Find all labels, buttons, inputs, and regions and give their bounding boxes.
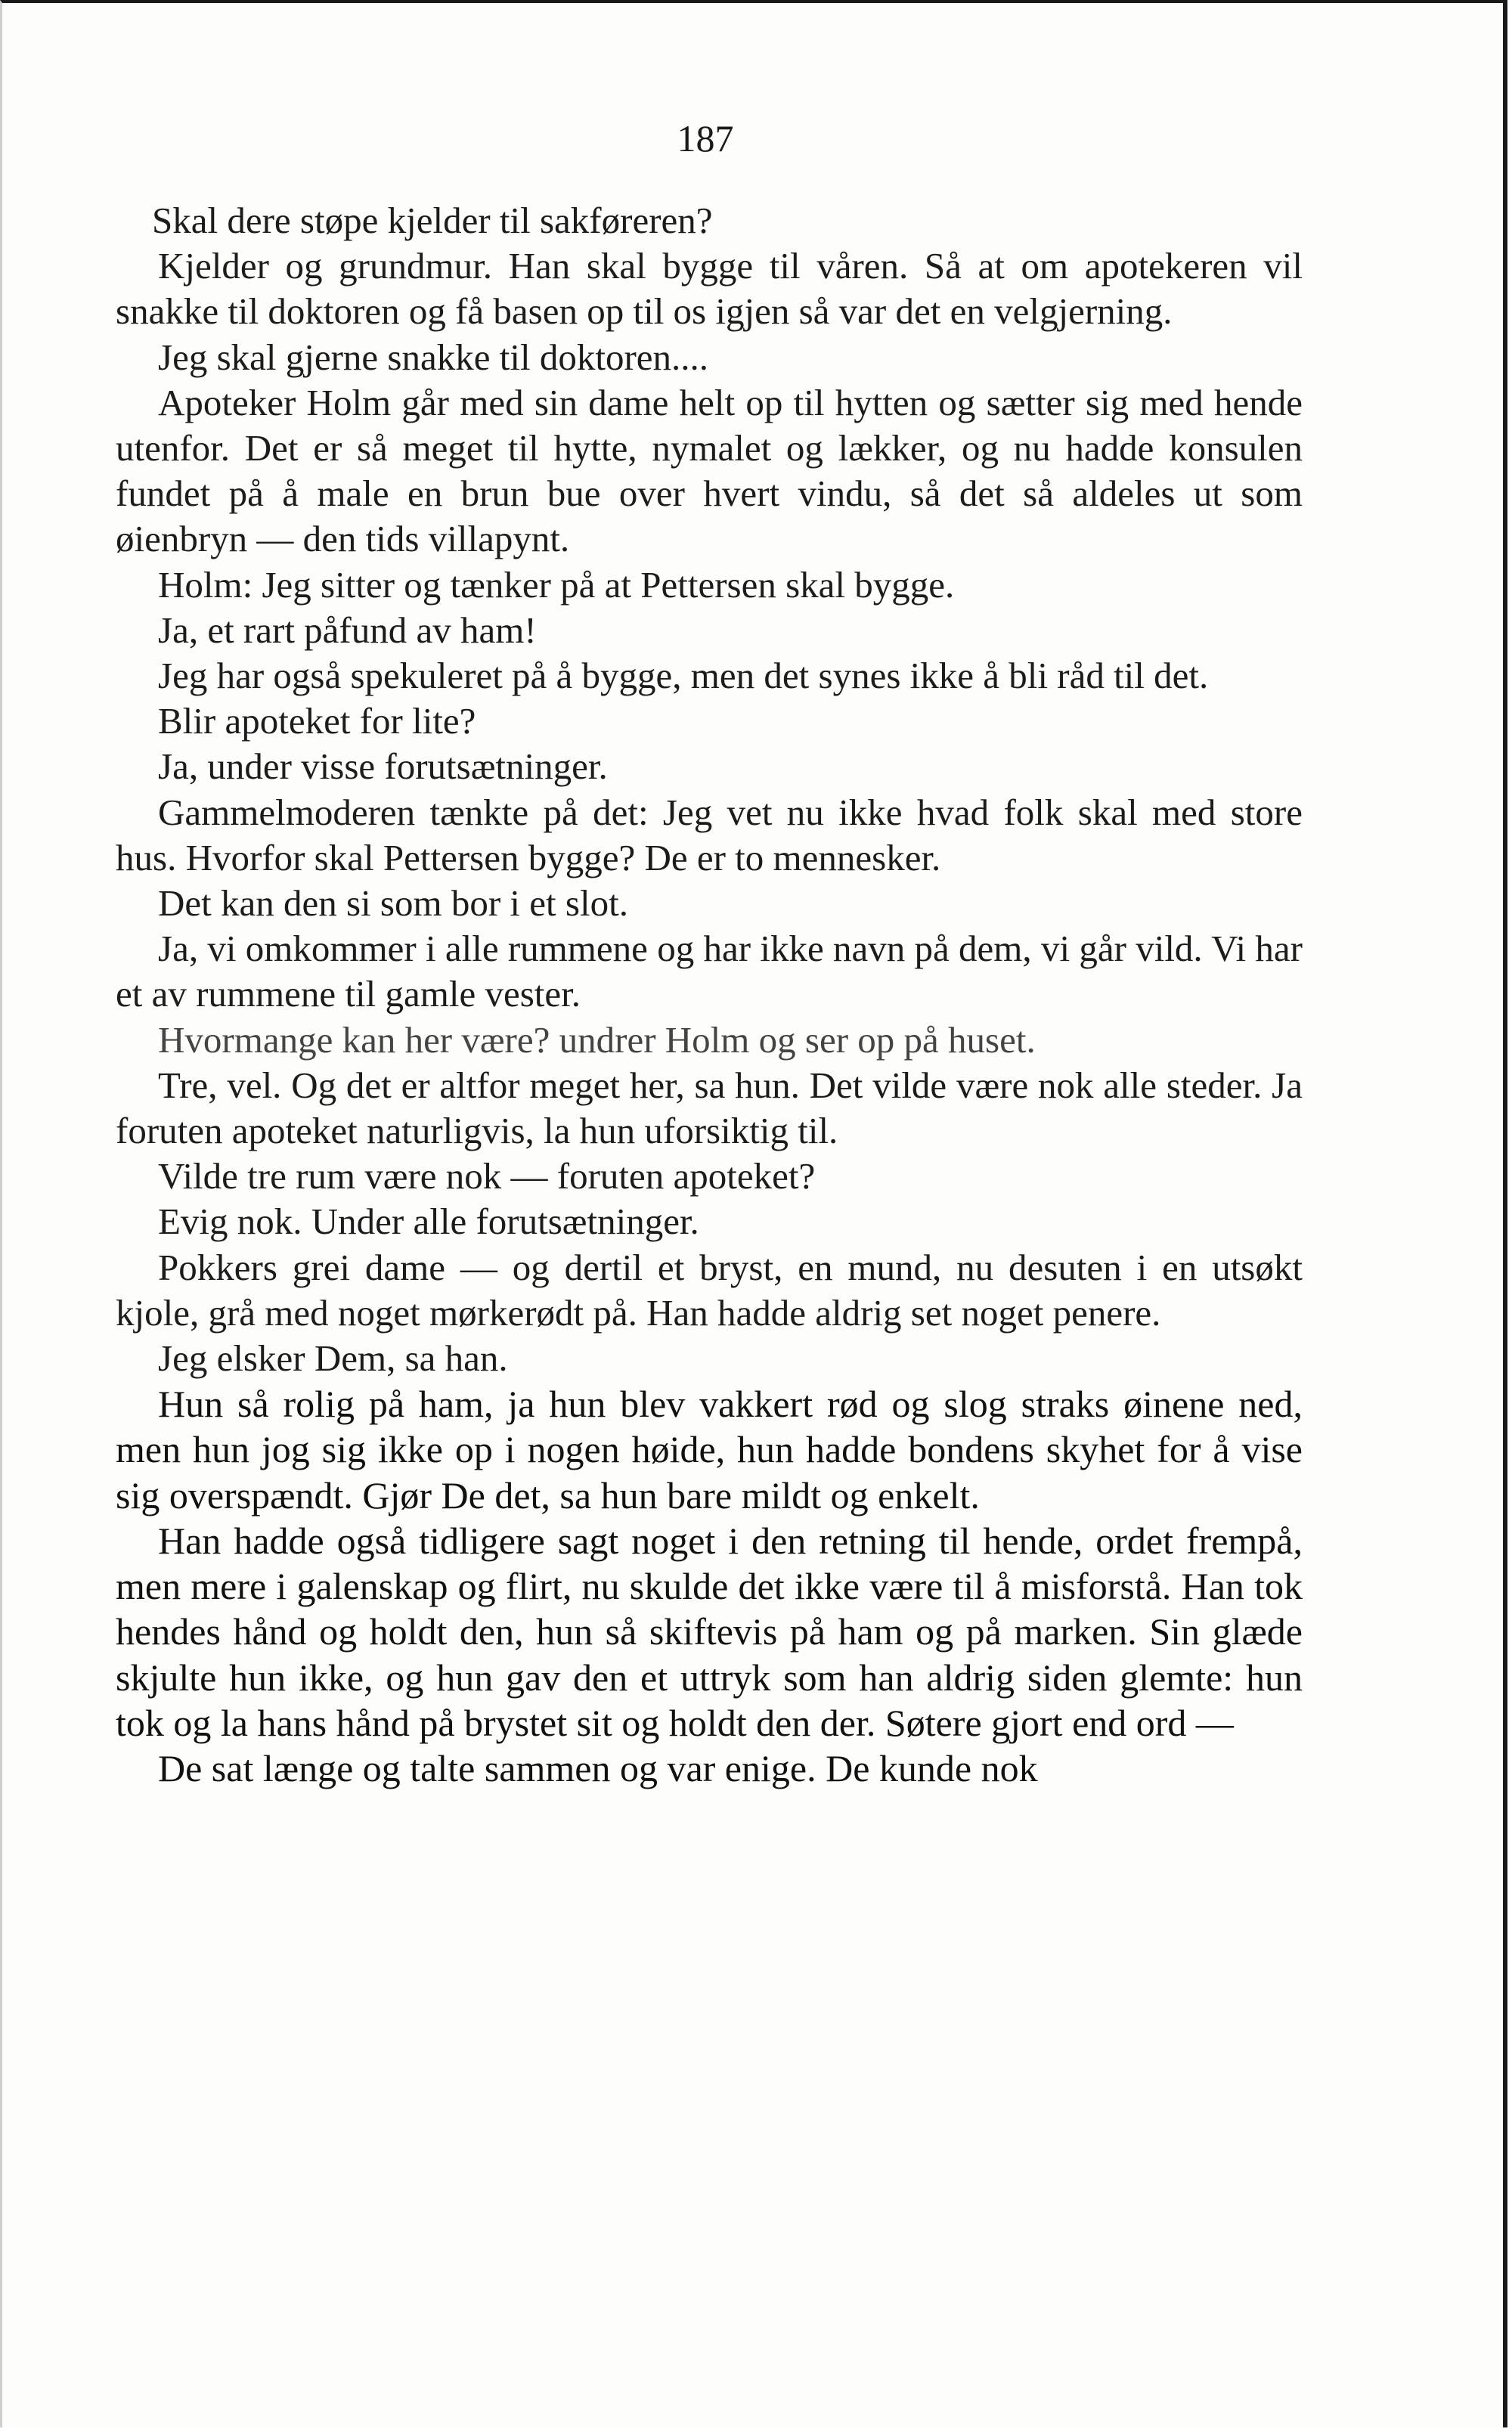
paragraph: Ja, et rart påfund av ham! (158, 609, 537, 651)
paragraph: Ja, vi omkommer i alle rummene og har ikke navn på dem, vi går vild. Vi har et av rummene til gamle vester. (116, 928, 1303, 1015)
paragraph: Kjelder og grundmur. Han skal bygge til våren. Så at om apotekeren vil snakke til doktoren og få basen op til os igjen så var det en velgjerning. (116, 245, 1303, 333)
paragraph: Det kan den si som bor i et slot. (158, 882, 628, 925)
paragraph: Evig nok. Under alle forutsætninger. (158, 1201, 699, 1243)
paragraph: Apoteker Holm går med sin dame helt op til hytten og sætter sig med hende utenfor. Det er så meget til hytte, nymalet og lækker, og nu hadde konsulen fundet på å male en brun bue over hvert vindu, så det så aldeles ut som øienbryn — den tids villapynt. (116, 381, 1303, 560)
paragraph: Pokkers grei dame — og dertil et bryst, en mund, nu desuten i en utsøkt kjole, grå med noget mørkerødt på. Han hadde aldrig set noget penere. (116, 1246, 1303, 1334)
page-number: 187 (677, 117, 734, 160)
paragraph: Blir apoteket for lite? (158, 700, 476, 742)
paragraph: Holm: Jeg sitter og tænker på at Pettersen skal bygge. (158, 563, 955, 606)
paragraph: Jeg skal gjerne snakke til doktoren.... (158, 336, 709, 378)
paragraph: Skal dere støpe kjelder til sakføreren? (152, 200, 713, 241)
paragraph: Jeg elsker Dem, sa han. (158, 1337, 508, 1380)
paragraph: Gammelmoderen tænkte på det: Jeg vet nu ikke hvad folk skal med store hus. Hvorfor skal Pettersen bygge? De er to mennesker. (116, 791, 1303, 878)
body-text (116, 198, 1303, 1791)
paragraph: Han hadde også tidligere sagt noget i den retning til hende, ordet frempå, men mere i galenskap og flirt, nu skulde det ikke være til å misforstå. Han tok hendes hånd og holdt den, hun så skiftevis på ham og på marken. Sin glæde skjulte hun ikke, og hun gav den et uttryk som han aldrig siden glemte: hun tok og la hans hånd på brystet sit og holdt den der. Søtere gjort end ord — (116, 1519, 1303, 1744)
paragraph: Hun så rolig på ham, ja hun blev vakkert rød og slog straks øinene ned, men hun jog sig ikke op i nogen høide, hun hadde bondens skyhet for å vise sig overspændt. Gjør De det, sa hun bare mildt og enkelt. (116, 1383, 1303, 1517)
paragraph: Jeg har også spekuleret på å bygge, men det synes ikke å bli råd til det. (158, 655, 1209, 697)
paragraph: Hvormange kan her være? undrer Holm og ser op på huset. (158, 1018, 1036, 1061)
paragraph: Ja, under visse forutsætninger. (158, 745, 608, 788)
paragraph: Tre, vel. Og det er altfor meget her, sa hun. Det vilde være nok alle steder. Ja foruten apoteket naturligvis, la hun uforsiktig til. (116, 1064, 1303, 1152)
paragraph: De sat længe og talte sammen og var enige. De kunde nok (158, 1746, 1038, 1789)
paragraph: Vilde tre rum være nok — foruten apoteket? (158, 1155, 816, 1197)
